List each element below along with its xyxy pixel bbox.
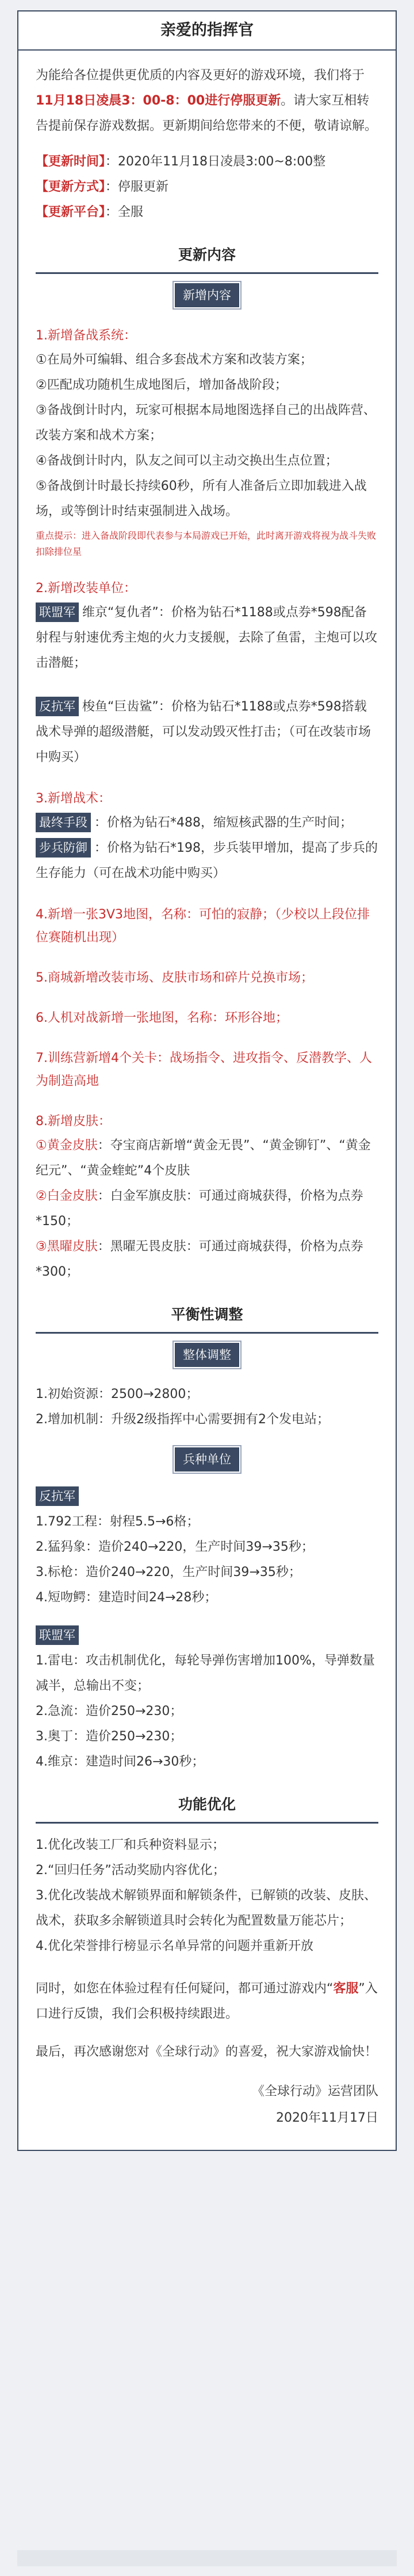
item-2-title: 2.新增改装单位： (36, 581, 136, 596)
rebel-line: 1.792工程：射程5.5→6格； (36, 1515, 200, 1529)
alliance-line: 2.急流：造价250→230； (36, 1704, 183, 1718)
item-1-line: ⑤备战倒计时最长持续60秒，所有人准备后立即加载进入战场，或等倒计时结束强制进入战场。 (36, 479, 367, 519)
faction-tag: 反抗军 (36, 697, 79, 716)
section-title-balance: 平衡性调整 (171, 1306, 243, 1323)
balance-line: 1.初始资源：2500→2800； (36, 1387, 199, 1401)
item-3-line (36, 810, 378, 836)
item-4: 4.新增一张3V3地图，名称：可怕的寂静；（少校以上段位排位赛随机出现） (36, 907, 370, 945)
feedback-paragraph (36, 1976, 378, 2027)
info-platform-key: 【更新平台】 (36, 205, 106, 219)
info-method-key: 【更新方式】 (36, 180, 106, 194)
optim-line: 1.优化改装工厂和兵种资料显示； (36, 1838, 225, 1852)
item-5: 5.商城新增改装市场、皮肤市场和碎片兑换市场； (36, 971, 313, 985)
section-divider (36, 272, 378, 274)
intro-text-end: 。请大家互相转告提前保存游戏数据。更新期间给您带来的不便，敬请谅解。 (36, 94, 378, 133)
card-body (18, 51, 396, 2150)
section-divider (36, 1822, 378, 1824)
info-time-value: ：2020年11月18日凌晨3:00~8:00整 (105, 155, 326, 169)
item-2-rebel-text: 梭鱼“巨齿鲨”：价格为钻石*1188或点券*598搭载战术导弹的超级潜艇，可以发动毁灭性打击；（可在改装市场中购买） (36, 700, 371, 764)
item-3-line (36, 836, 378, 886)
signature-date: 2020年11月17日 (276, 2111, 378, 2125)
faction-tag-alliance: 联盟军 (36, 1625, 79, 1645)
skin-text: ：白金军旗皮肤：可通过商城获得，价格为点券*150； (36, 1189, 363, 1229)
faction-tag: 联盟军 (36, 603, 79, 622)
closing-paragraph: 最后，再次感谢您对《全球行动》的喜爱，祝大家游戏愉快！ (36, 2045, 378, 2059)
skin-key: ①黄金皮肤 (36, 1138, 98, 1153)
balance-line: 2.增加机制：升级2级指挥中心需要拥有2个发电站； (36, 1412, 329, 1427)
pill-overall: 整体调整 (175, 1343, 239, 1367)
item-8-line (36, 1234, 378, 1285)
item-2-alliance (36, 600, 378, 676)
item-8-line (36, 1133, 378, 1184)
item-2-alliance-text: 维京“复仇者”：价格为钻石*1188或点券*598配备射程与射速优秀主炮的火力支援舰，去除了鱼雷，主炮可以攻击潜艇； (36, 605, 378, 670)
rebel-line: 4.短吻鳄：建造时间24→28秒； (36, 1590, 217, 1605)
item-1-line: ④备战倒计时内，队友之间可以主动交换出生点位置； (36, 454, 338, 468)
item-3-text: ：价格为钻石*488，缩短核武器的生产时间； (94, 816, 352, 830)
section-title-optimization: 功能优化 (178, 1796, 236, 1813)
item-6: 6.人机对战新增一张地图，名称：环形谷地； (36, 1011, 288, 1025)
item-7: 7.训练营新增4个关卡：战场指令、进攻指令、反潜教学、人为制造高地 (36, 1051, 372, 1088)
card-title: 亲爱的指挥官 (18, 11, 396, 51)
bottom-bar (17, 2550, 397, 2566)
item-1-title: 1.新增备战系统： (36, 329, 136, 343)
feedback-text: 同时，如您在体验过程有任何疑问，都可通过游戏内“ (36, 1982, 334, 1996)
tactic-tag: 最终手段 (36, 813, 91, 832)
pill-units: 兵种单位 (175, 1447, 239, 1472)
item-3-text: ：价格为钻石*198，步兵装甲增加，提高了步兵的生存能力（可在战术功能中购买） (36, 841, 378, 880)
info-platform-value: ：全服 (105, 205, 144, 219)
optim-line: 4.优化荣誉排行榜显示名单异常的问题并重新开放 (36, 1939, 313, 1953)
intro-text: 为能给各位提供更优质的内容及更好的游戏环境，我们将于 (36, 68, 365, 83)
item-2-rebel (36, 694, 378, 770)
info-method-value: ：停服更新 (105, 180, 169, 194)
alliance-line: 1.雷电：攻击机制优化，每轮导弹伤害增加100%，导弹数量减半，总输出不变； (36, 1654, 375, 1693)
item-8-line (36, 1184, 378, 1234)
info-platform (36, 200, 378, 225)
rebel-line: 2.猛犸象：造价240→220，生产时间39→35秒； (36, 1540, 314, 1554)
skin-key: ②白金皮肤 (36, 1189, 98, 1203)
optim-line: 2.“回归任务”活动奖励内容优化； (36, 1863, 225, 1878)
item-1-note: 重点提示：进入备战阶段即代表参与本局游戏已开始，此时离开游戏将视为战斗失败扣除排位星 (36, 530, 377, 557)
item-1-line: ①在局外可编辑、组合多套战术方案和改装方案； (36, 353, 313, 367)
item-3-title: 3.新增战术： (36, 791, 111, 806)
info-method (36, 175, 378, 200)
section-title-update: 更新内容 (178, 246, 236, 263)
tactic-tag: 步兵防御 (36, 838, 91, 858)
section-divider (36, 1332, 378, 1334)
intro-paragraph (36, 63, 378, 139)
customer-service-link[interactable]: 客服 (333, 1982, 359, 1996)
item-1-line: ②匹配成功随机生成地图后，增加备战阶段； (36, 378, 288, 392)
item-8-title: 8.新增皮肤： (36, 1114, 111, 1129)
faction-tag-rebel: 反抗军 (36, 1486, 79, 1506)
intro-highlight: 11月18日凌晨3：00-8：00进行停服更新 (36, 94, 281, 108)
alliance-line: 4.维京：建造时间26→30秒； (36, 1755, 205, 1769)
pill-new-content: 新增内容 (175, 283, 239, 307)
feedback-text-end: ”入口进行反馈，我们会积极持续跟进。 (36, 1982, 378, 2021)
signature-team: 《全球行动》运营团队 (251, 2084, 378, 2099)
alliance-line: 3.奥丁：造价250→230； (36, 1729, 183, 1744)
announcement-card (17, 10, 397, 2151)
info-time-key: 【更新时间】 (36, 155, 106, 169)
optim-line: 3.优化改装战术解锁界面和解锁条件，已解锁的改装、皮肤、战术，获取多余解锁道具时会转化为配置数量万能芯片； (36, 1888, 377, 1928)
item-1-line: ③备战倒计时内，玩家可根据本局地图选择自己的出战阵营、改装方案和战术方案； (36, 403, 376, 443)
skin-text: ：黑曜无畏皮肤：可通过商城获得，价格为点券*300； (36, 1239, 363, 1279)
rebel-line: 3.标枪：造价240→220，生产时间39→35秒； (36, 1565, 301, 1579)
skin-key: ③黑曜皮肤 (36, 1239, 98, 1254)
info-time (36, 149, 378, 175)
skin-text: ：夺宝商店新增“黄金无畏”、“黄金铆钉”、“黄金纪元”、“黄金蝰蛇”4个皮肤 (36, 1138, 371, 1178)
